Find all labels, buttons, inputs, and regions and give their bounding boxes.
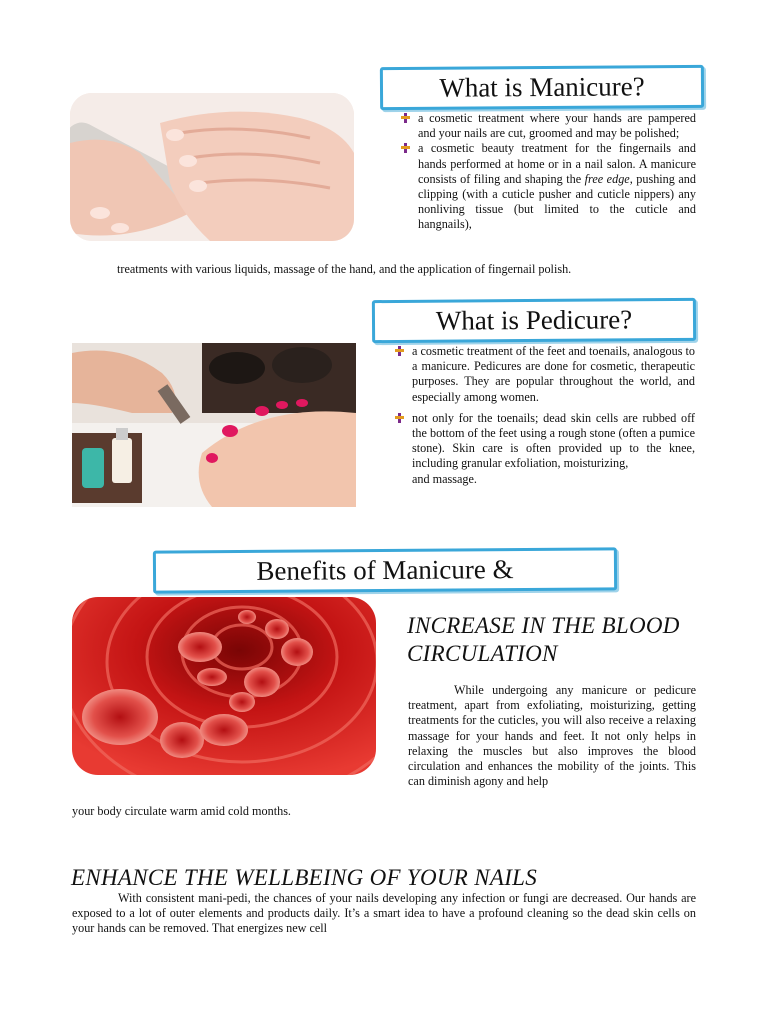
benefits-title-box: [153, 547, 617, 593]
manicure-title-box: [380, 65, 704, 110]
manicure-continuation: treatments with various liquids, massage of the hand, and the application of fingernail polish.: [117, 262, 572, 276]
pedicure-title-box: [372, 298, 696, 343]
heading-nail-wellbeing: ENHANCE THE WELLBEING OF YOUR NAILS: [71, 865, 538, 890]
manicure-photo: [70, 93, 354, 241]
manicure-bullet-2: a cosmetic beauty treatment for the fingernails and hands performed at home or in a nail salon. A manicure consists of filing and shaping the free edge, pushing and clipping (with a cuticle pusher and cuticle nippers) any nonliving tissue (but limited to the cuticle and hangnails),: [398, 141, 696, 232]
benefits-title: Benefits of Manicure &: [256, 554, 514, 586]
pedicure-bullet-1: a cosmetic treatment of the feet and toenails, analogous to a manicure. Pedicures are done for cosmetic, therapeutic purposes. They are popular throughout the world, and especially among women.: [392, 344, 695, 405]
blood-cells-photo: [72, 597, 376, 775]
bullet-icon: [395, 346, 404, 356]
manicure-title: What is Manicure?: [439, 71, 645, 103]
bullet-icon: [395, 413, 404, 423]
paragraph-blood-circulation-continued: your body circulate warm amid cold months.: [72, 804, 291, 818]
heading-blood-circulation: INCREASE IN THE BLOOD CIRCULATION: [407, 613, 680, 666]
bullet-icon: [401, 143, 410, 153]
paragraph-nail-wellbeing: With consistent mani-pedi, the chances of your nails developing any infection or fungi are decreased. Our hands are exposed to a lot of outer elements and products daily. It’s a smart idea to have a profound cleaning so the dead skin cells on your hands can be removed. That energizes new cell: [72, 891, 696, 936]
paragraph-blood-circulation: While undergoing any manicure or pedicure treatment, apart from exfoliating, moisturizing, getting treatments for the cuticles, you will also receive a relaxing massage for your hands and feet. It not only helps in relaxing the muscles but also improves the blood circulation and enhances the mobility of the joints. This can diminish agony and help: [408, 683, 696, 789]
bullet-icon: [401, 113, 410, 123]
pedicure-bullets: [392, 344, 695, 487]
pedicure-bullet-2: not only for the toenails; dead skin cells are rubbed off the bottom of the feet using a rough stone (often a pumice stone). Skin care is often provided up to the knee, including granular exfoliation, moisturizing, and massage.: [392, 411, 695, 487]
manicure-bullets: [398, 111, 696, 233]
manicure-bullet-1: a cosmetic treatment where your hands are pampered and your nails are cut, groomed and may be polished;: [398, 111, 696, 141]
pedicure-photo: [72, 343, 356, 507]
pedicure-title: What is Pedicure?: [435, 304, 633, 336]
